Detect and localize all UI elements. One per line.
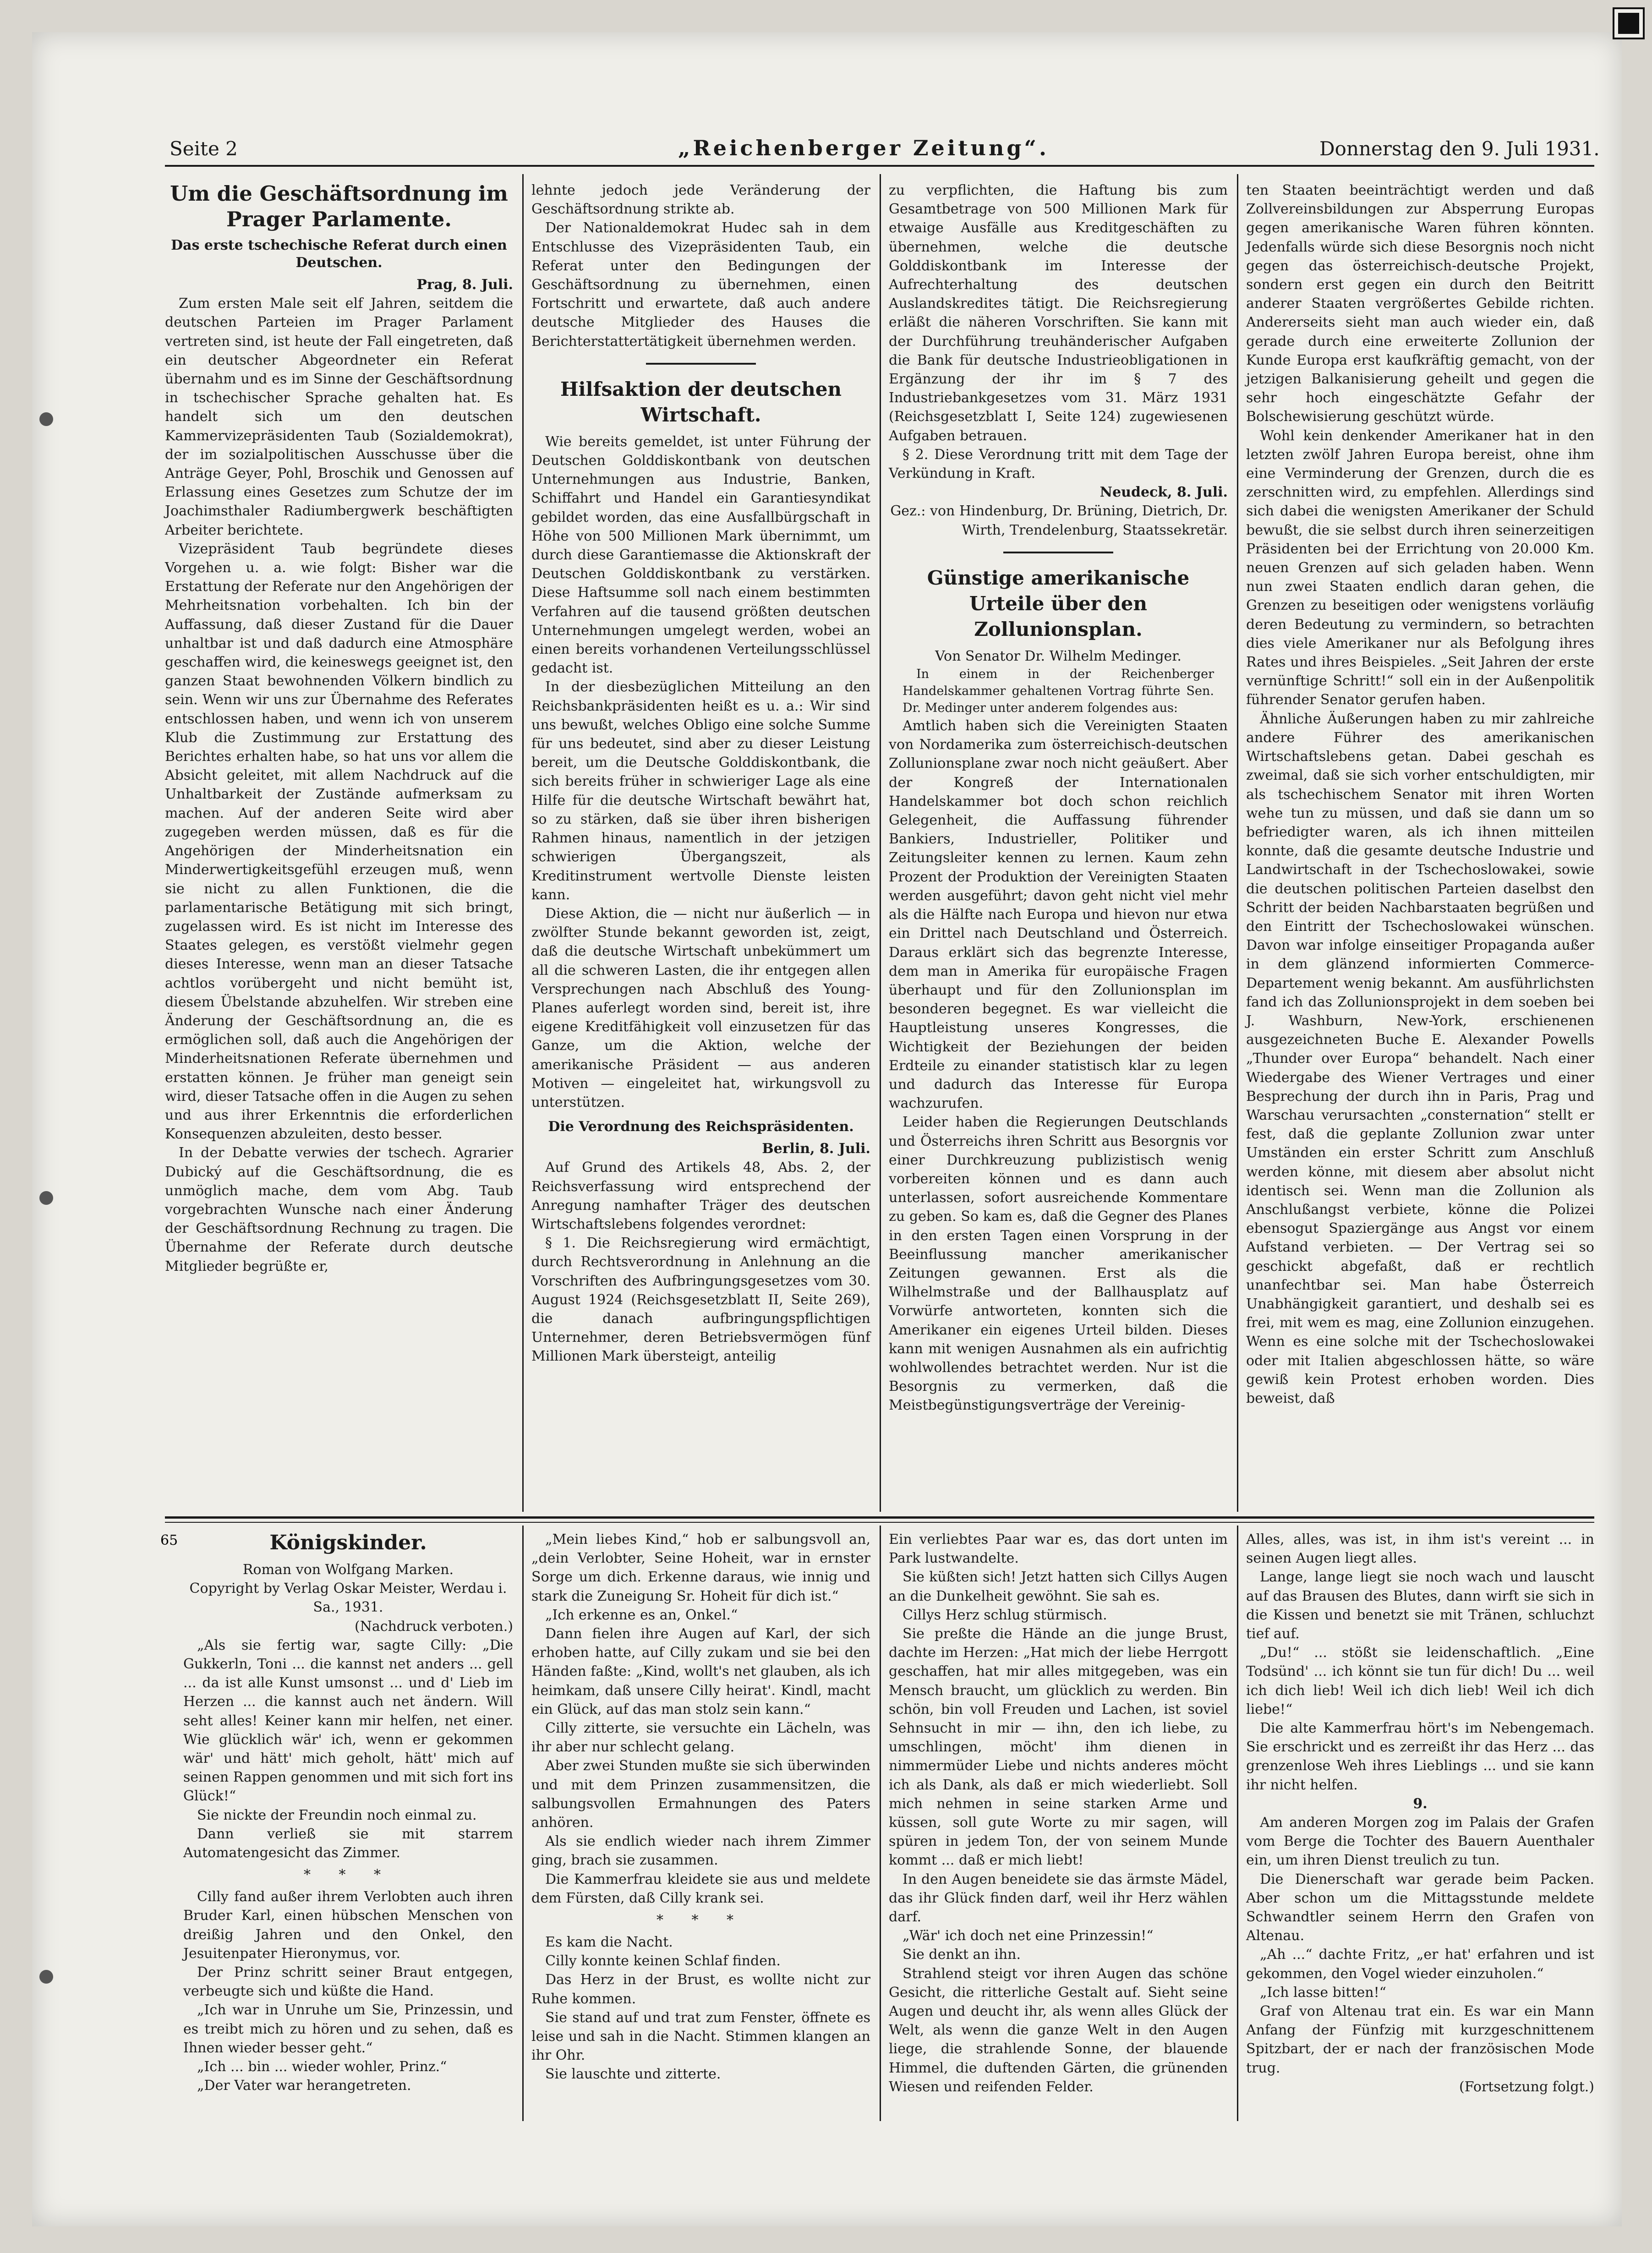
serial-paragraph: Die Kammerfrau kleidete sie aus und meldete dem Fürsten, daß Cilly krank sei. [531,1871,870,1906]
serial-paragraph: Aber zwei Stunden mußte sie sich überwinden und mit dem Prinzen zusammensitzen, die salbungsvollen Ermahnungen des Paters anhören. [531,1758,870,1831]
serial-paragraph: Dann fielen ihre Augen auf Karl, der sich erhoben hatte, auf Cilly zukam und sie bei den Händen faßte: „Kind, wollt's net glauben, als ich heimkam, daß unsere Cilly heirat'. Kindl, macht ein Glück, auf das man stolz sein kann.“ [531,1626,870,1717]
serial-paragraph: „Wär' ich doch net eine Prinzessin!“ [903,1928,1154,1944]
serial-paragraph: Sie lauschte und zitterte. [545,2066,721,2083]
serial-paragraph: Der Prinz schritt seiner Braut entgegen, verbeugte sich und küßte die Hand. [183,1964,513,2000]
serial-paragraph: Sie denkt an ihn. [903,1947,1021,1963]
serial-paragraph: Cillys Herz schlug stürmisch. [903,1607,1107,1623]
column-rule [880,174,881,1512]
serial-paragraph: „Mein liebes Kind,“ hob er salbungsvoll an, „dein Verlobter, Seine Hoheit, war in ernster Sorge um dich. Erkenne daraus, wie innig und stark die Zuneigung Sr. Hoheit für dich ist.“ [531,1531,870,1604]
article-divider [1003,552,1113,553]
binding-hole [39,412,53,426]
serial-paragraph: Graf von Altenau trat ein. Es war ein Mann Anfang der Fünfzig mit kurzgeschnittenem Spitzbart, der er nach der französischen Mode trug. [1246,2003,1594,2076]
scan-corner-marker [1614,9,1643,38]
paragraph: Wohl kein denkender Amerikaner hat in den letzten zwölf Jahren Europa bereist, ohne ihm eine Verminderung der Grenzen, durch die es zerschnitten wird, zu empfehlen. Allerdings sind sich dabei die wenigsten Amerikaner der Schuld bewußt, die sie selbst durch ihren seinerzeitigen Präsidenten bei der Errichtung von 20.000 Km. neuen Grenzen auf sich geladen haben. Wenn nun zwei Staaten endlich daran gehen, die Grenzen zu beseitigen oder wenigstens vorläufig deren Bedeutung zu vermindern, so betrachten dies viele Amerikaner nur als Befolgung ihres Rates und ihres Beispieles. „Seit Jahren der erste vernünftige Schritt!“ soll ein in der Außenpolitik führender Senator gerufen haben. [1246,427,1594,708]
paragraph: Leider haben die Regierungen Deutschlands und Österreichs ihren Schritt aus Besorgnis vor einer Durchkreuzung publizistisch wenig vorbereiten können und es dann auch unterlassen, sofort ausreichende Kommentare zu geben. So kam es, daß die Gegner des Planes in den ersten Tagen einen Vorsprung in der Beeinflussung mancher amerikanischer Zeitungen gewannen. Erst als die Wilhelmstraße und der Ballhausplatz auf Vorwürfe antworteten, konnten sich die Amerikaner ein eigenes Urteil bilden. Dieses kann mit wenigen Ausnahmen als ein aufrichtig wohlwollendes betrachtet werden. Nur ist die Besorgnis zu vermerken, daß die Meistbegünstigungsverträge der Vereinig- [889,1114,1228,1414]
paragraph: § 2. Diese Verordnung tritt mit dem Tage der Verkündung in Kraft. [889,446,1228,482]
serial-paragraph: „Ich war in Unruhe um Sie, Prinzessin, und es treibt mich zu hören und zu sehen, daß es Ihnen wieder besser geht.“ [183,2002,513,2056]
serial-paragraph: Ein verliebtes Paar war es, das dort unten im Park lustwandelte. [889,1531,1228,1567]
paragraph: lehnte jedoch jede Veränderung der Geschäftsordnung strikte ab. [531,182,870,218]
paragraph: Vizepräsident Taub begründete dieses Vorgehen u. a. wie folgt: Bisher war die Erstattung der Referate nur den Angehörigen der Mehrheitsnation vorbehalten. Ich bin der Auffassung, daß dieser Zustand für die Dauer unhaltbar ist und daß dadurch eine Atmosphäre geschaffen wird, die keineswegs geeignet ist, den ganzen Staat bewohnenden Völkern bindlich zu sein. Wenn wir uns zur Übernahme des Referates entschlossen haben, und wenn ich von unserem Klub die Zustimmung zur Erstattung des Berichtes erhalten habe, so hat uns vor allem die Absicht geleitet, mit allem Nachdruck auf die Unhaltbarkeit der Zustände aufmerksam zu machen. Auf der anderen Seite wird aber zugegeben werden müssen, daß es für die Angehörigen der Minderheitsnation ein Minderwertigkeitsgefühl erzeugen muß, wenn sie nicht zu allen Funktionen, die die parlamentarische Betätigung mit sich bringt, zugelassen wird. Es ist nicht im Interesse des Staates gelegen, es verstößt vielmehr gegen dieses Interesse, wenn man an dieser Tatsache achtlos vorübergeht und nicht bemüht ist, diesem Übelstande abzuhelfen. Wir streben eine Änderung der Geschäftsordnung an, die es ermöglichen soll, daß auch die Angehörigen der Minderheitsnationen Referate übernehmen und erstatten können. Je früher man geneigt sein wird, dieser Tatsache offen in die Augen zu sehen und aus ihrer Erkenntnis die erforderlichen Konsequenzen abzuleiten, desto besser. [165,541,513,1143]
chapter-number: 9. [1413,1795,1428,1812]
intro: In einem in der Reichenberger Handelskammer gehaltenen Vortrag führte Sen. Dr. Medinger unter anderem folgendes aus: [903,667,1214,716]
paragraph: Auf Grund des Artikels 48, Abs. 2, der Reichsverfassung wird entsprechend der Anregung namhafter Träger des deutschen Wirtschaftslebens folgendes verordnet: [531,1159,870,1232]
serial-paragraph: Als sie endlich wieder nach ihrem Zimmer ging, brach sie zusammen. [531,1833,870,1869]
serial-paragraph: Lange, lange liegt sie noch wach und lauscht auf das Brausen des Blutes, dann wirft sie sich in die Kissen und benetzt sie mit Tränen, schluchzt tief auf. [1246,1569,1594,1642]
serial-paragraph: Die alte Kammerfrau hört's im Nebengemach. Sie erschrickt und es zerreißt ihr das Herz ... das grenzenlose Weh ihres Lieblings ... und sie kann ihr nicht helfen. [1246,1720,1594,1793]
page-number: Seite 2 [170,137,238,160]
binding-hole [39,1970,53,1984]
serial-paragraph: Cilly konnte keinen Schlaf finden. [545,1953,781,1969]
serial-paragraph: Strahlend steigt vor ihren Augen das schöne Gesicht, die ritterliche Gestalt auf. Sieht seine Augen und deucht ihr, als wenn alles Glück der Welt, als wenn die ganze Welt in den Augen liege, die strahlende Sonne, der blauende Himmel, die duftenden Gärten, die grünenden Wiesen und reifenden Felder. [889,1965,1228,2095]
column-rule [880,1526,881,2121]
serial-paragraph: Am anderen Morgen zog im Palais der Grafen vom Berge die Tochter des Bauern Auenthaler ein, um ihren Dienst treulich zu tun. [1246,1815,1594,1869]
subheadline: Die Verordnung des Reichspräsidenten. [548,1119,854,1135]
paragraph: Zum ersten Male seit elf Jahren, seitdem die deutschen Parteien im Prager Parlament vertreten sind, ist heute der Fall eingetreten, daß ein deutscher Abgeordneter ein Referat übernahm und es im Sinne der Geschäftsordnung in tschechischer Sprache gehalten hat. Es handelt sich um den deutschen Kammervizepräsidenten Taub (Sozialdemokrat), der im sozialpolitischen Ausschusse über die Anträge Geyer, Pohl, Broschik und Genossen auf Erlassung eines Gesetzes zum Schutze der im Joachimsthaler Radiumbergwerk beschäftigten Arbeiter berichtete. [165,295,513,538]
column-rule [1237,1526,1238,2121]
serial-paragraph: „Ich ... bin ... wieder wohler, Prinz.“ [197,2059,447,2075]
serial-paragraph: „Der Vater war herangetreten. [197,2078,411,2094]
paragraph: In der diesbezüglichen Mitteilung an den Reichsbankpräsidenten heißt es u. a.: Wir sind uns bewußt, welches Obligo eine solche Summe für uns bedeutet, sind aber zu dieser Leistung bereit, um die Deutsche Golddiskontbank, die sich bereits früher in schwieriger Lage als eine Hilfe für die deutsche Wirtschaft bewährt hat, so zu stärken, daß sie über ihren bisherigen Rahmen hinaus, namentlich in der jetzigen schwierigen Übergangszeit, als Kreditinstrument wertvolle Dienste leisten kann. [531,679,870,903]
serial-copyright: Copyright by Verlag Oskar Meister, Werdau i. Sa., 1931. [189,1580,507,1616]
paragraph: ten Staaten beeinträchtigt werden und daß Zollvereinsbildungen zur Absperrung Europas gegen amerikanische Waren führen könnten. Jedenfalls würde sich diese Besorgnis noch nicht gegen das österreichisch-deutsche Projekt, sondern erst gegen ein durch den Beitritt anderer Staaten vergrößertes Gebilde richten. Andererseits sieht man auch wieder ein, daß gerade durch eine erweiterte Zollunion der Kunde Europa erst kaufkräftig gemacht, von der jetzigen Balkanisierung geheilt und gegen die sehr hoch eingeschätzte Gefahr der Bolschewisierung geschützt würde. [1246,182,1594,425]
subheadline: Das erste tschechische Referat durch einen Deutschen. [171,237,507,271]
headline: Um die Geschäftsordnung im Prager Parlamente. [170,181,508,231]
paragraph: Ähnliche Äußerungen haben zu mir zahlreiche andere Führer des amerikanischen Wirtschaftslebens getan. Dabei geschah es zweimal, daß sie sich vorher entschuldigten, mir als tschechischem Senator mit ihren Worten wehe tun zu müssen, und daß sie dann um so befriedigter waren, als ich ihnen mitteilen konnte, daß die gesamte deutsche Industrie und Landwirtschaft in der Tschechoslowakei, sowie die deutschen politischen Parteien daselbst den Schritt der beiden Nachbarstaaten begrüßen und den Eintritt der Tschechoslowakei wünschen. Davon war infolge einseitiger Propaganda außer in dem glänzend informierten Commerce-Departement wenig bekannt. Am ausführlichsten fand ich das Zollunionsprojekt in dem soeben bei J. Washburn, New-York, erschienenen ausgezeichneten Buche E. Alexander Powells „Thunder over Europa“ behandelt. Nach einer Wiedergabe des Wiener Vertrages und einer Besprechung der durch ihn in Paris, Prag und Warschau verursachten „consternation“ stellt er fest, daß die geplante Zollunion zwar unter Umständen ein erster Schritt zum Anschluß werden könne, mit diesem aber absolut nicht identisch sei. Wenn man die Zollunion als Anschlußangst verbiete, könne die Polizei ebensogut Spaziergänge aus Angst vor einem Aufstand verbieten. — Der Vertrag sei so geschickt abgefaßt, daß er rechtlich unanfechtbar sei. Man habe Österreich Unabhängigkeit garantiert, und deshalb sei es frei, mit wem es mag, eine Zollunion einzugehen. Wenn es eine solche mit der Tschechoslowakei oder mit Italien abgeschlossen hätte, so wäre gewiß kein Protest erhoben worden. Dies beweist, daß [1246,711,1594,1406]
binding-hole [39,1191,53,1205]
header-rule [165,165,1594,167]
feuilleton-col-3 [889,1530,1228,2096]
serial-reprint-note: (Nachdruck verboten.) [354,1618,513,1635]
serial-paragraph: In den Augen beneidete sie das ärmste Mädel, das ihr Glück finden darf, weil ihr Herz wählen darf. [889,1871,1228,1925]
dateline: Prag, 8. Juli. [416,277,513,293]
serial-paragraph: Sie stand auf und trat zum Fenster, öffnete es leise und sah in die Nacht. Stimmen klangen an ihr Ohr. [531,2009,870,2064]
paragraph: Amtlich haben sich die Vereinigten Staaten von Nordamerika zum österreichisch-deutschen Zollunionsplane zwar noch nicht geäußert. Aber der Kongreß der Internationalen Handelskammer bot doch schon reichlich Gelegenheit, die Auffassung führender Bankiers, Industrieller, Politiker und Zeitungsleiter kennen zu lernen. Kaum zehn Prozent der Produktion der Vereinigten Staaten werden ausgeführt; davon geht nicht viel mehr als die Hälfte nach Europa und hievon nur etwa ein Drittel nach Deutschland und Österreich. Daraus erklärt sich das begrenzte Interesse, dem man in Amerika für europäische Fragen überhaupt und für den Zollunionsplan im besonderen begegnet. Es war vielleicht die Hauptleistung unseres Kongresses, die Wichtigkeit der Beziehungen der beiden Erdteile zu einander statistisch klar zu legen und dadurch das Interesse für Europa wachzurufen. [889,718,1228,1112]
serial-paragraph: „Ich erkenne es an, Onkel.“ [545,1607,738,1623]
article-geschaeftsordnung [165,181,513,1276]
paragraph: Wie bereits gemeldet, ist unter Führung der Deutschen Golddiskontbank von deutschen Unternehmungen aus Industrie, Banken, Schiffahrt und Handel ein Garantiesyndikat gebildet worden, das eine Ausfallbürgschaft in Höhe von 500 Millionen Mark übernimmt, um durch diese Garantiemasse die Aktionskraft der Deutschen Golddiskontbank zu verstärken. Diese Haftsumme soll nach einem bestimmten Verfahren auf die tausend größten deutschen Unternehmungen umgelegt werden, wobei an einen bereits vorhandenen Verteilungsschlüssel gedacht ist. [531,433,870,677]
serial-number: 65 [160,1532,178,1548]
dateline: Neudeck, 8. Juli. [1100,484,1228,501]
serial-paragraph: Dann verließ sie mit starrem Automatengesicht das Zimmer. [183,1826,513,1861]
feuilleton-col-4 [1246,1530,1594,2096]
newspaper-title: „Reichenberger Zeitung“. [678,136,1050,160]
article-zollunion-continued [1246,181,1594,1408]
continuation-note: (Fortsetzung folgt.) [1459,2078,1594,2095]
serial-title: Königskinder. [269,1531,427,1554]
serial-paragraph: Die Dienerschaft war gerade beim Packen. Aber schon um die Mittagsstunde meldete Schwandtler seinem Herrn den Grafen von Altenau. [1246,1871,1594,1944]
serial-paragraph: Sie preßte die Hände an die junge Brust, dachte im Herzen: „Hat mich der liebe Herrgott geschaffen, hat mir alles mitgegeben, was ein Mensch braucht, um glücklich zu werden. Bin schön, bin voll Freuden und Lachen, ist soviel Sehnsucht in mir — ihn, den ich liebe, zu umschlingen, möcht' ihm dienen in nimmermüder Liebe und nichts anderes möcht ich als Dank, als daß er mich wiederliebt. Soll mich nehmen in seine starken Arme und küssen, soll gute Worte zu mir sagen, will spüren in jedem Ton, der von seinem Munde kommt ... daß er mich liebt! [889,1626,1228,1869]
serial-paragraph: Cilly zitterte, sie versuchte ein Lächeln, was ihr aber nur schlecht gelang. [531,1720,870,1755]
byline: Von Senator Dr. Wilhelm Medinger. [935,648,1182,664]
serial-paragraph: Cilly fand außer ihrem Verlobten auch ihren Bruder Karl, einen hübschen Menschen von dreißig Jahren und den Onkel, den Jesuitenpater Hieronymus, vor. [183,1889,513,1962]
paragraph: Diese Aktion, die — nicht nur äußerlich — in zwölfter Stunde bekannt geworden ist, zeigt, daß die deutsche Wirtschaft unbekümmert um all die schweren Lasten, die ihr entgegen allen Versprechungen nach Abschluß des Young-Planes auferlegt worden sind, bereit ist, ihre eigene Kreditfähigkeit voll einzusetzen für das Ganze, um die Aktion, welche der amerikanische Präsident — aus anderen Motiven — eingeleitet hat, wirkungsvoll zu unterstützen. [531,905,870,1110]
serial-paragraph: Alles, alles, was ist, in ihm ist's vereint ... in seinen Augen liegt alles. [1246,1531,1594,1567]
serial-paragraph: Das Herz in der Brust, es wollte nicht zur Ruhe kommen. [531,1972,870,2007]
feuilleton-separator [165,1516,1594,1519]
signature: Gez.: von Hindenburg, Dr. Brüning, Dietrich, Dr. Wirth, Trendelenburg, Staatssekretär. [890,503,1228,538]
headline: Hilfsaktion der deutschen Wirtschaft. [560,377,842,426]
article-hilfsaktion [531,181,870,1366]
column-rule [522,174,524,1512]
paragraph: § 1. Die Reichsregierung wird ermächtigt, durch Rechtsverordnung in Anlehnung an die Vorschriften des Aufbringungsgesetzes vom 30. August 1924 (Reichsgesetzblatt II, Seite 269), die danach aufbringungspflichtigen Unternehmer, deren Betriebsvermögen fünf Millionen Mark übersteigt, anteilig [531,1235,870,1365]
serial-paragraph: „Ich lasse bitten!“ [1260,1984,1386,2001]
paragraph: Der Nationaldemokrat Hudec sah in dem Entschlusse des Vizepräsidenten Taub, ein Referat unter den Bedingungen der Geschäftsordnung zu übernehmen, einen Fortschritt und erwartete, daß auch andere deutsche Mitglieder des Hauses die Berichterstattertätigkeit übernehmen werden. [531,220,870,350]
feuilleton-separator [165,1522,1594,1523]
serial-author: Roman von Wolfgang Marken. [242,1562,454,1578]
paragraph: zu verpflichten, die Haftung bis zum Gesamtbetrage von 500 Millionen Mark für etwaige Ausfälle aus Kreditgeschäften zu übernehmen, welche die deutsche Golddiskontbank im Interesse der Aufrechterhaltung des deutschen Auslandskredites tätigt. Die Reichsregierung erläßt die näheren Vorschriften. Sie kann mit der Durchführung treuhänderischer Aufgaben die Bank für deutsche Industrieobligationen in Ergänzung der ihr im § 7 des Industriebankgesetzes vom 31. März 1931 (Reichsgesetzblatt I, Seite 124) zugewiesenen Aufgaben betrauen. [889,182,1228,444]
article-zollunion [889,181,1228,1415]
column-rule [1237,174,1238,1512]
headline: Günstige amerikanische Urteile über den Zollunionsplan. [927,566,1190,640]
issue-date: Donnerstag den 9. Juli 1931. [1319,137,1600,160]
feuilleton-col-1 [183,1530,513,2095]
serial-paragraph: Sie nickte der Freundin noch einmal zu. [197,1807,477,1823]
dateline: Berlin, 8. Juli. [762,1141,870,1157]
serial-paragraph: „Ah ...“ dachte Fritz, „er hat' erfahren und ist gekommen, den Vogel wieder einzuholen.“ [1246,1947,1594,1982]
article-divider [646,363,756,365]
serial-paragraph: Es kam die Nacht. [545,1934,673,1951]
section-stars: * * * [303,1867,393,1883]
serial-paragraph: Sie küßten sich! Jetzt hatten sich Cillys Augen an die Dunkelheit gewöhnt. Sie sah es. [889,1569,1228,1604]
section-stars: * * * [656,1912,746,1929]
paragraph: In der Debatte verwies der tschech. Agrarier Dubický auf die Geschäftsordnung, die es unmöglich mache, dem vom Abg. Taub vorgebrachten Wunsche nach einer Änderung der Geschäftsordnung Rechnung zu tragen. Die Übernahme der Referate durch deutsche Mitglieder begrüßte er, [165,1145,513,1274]
serial-paragraph: „Als sie fertig war, sagte Cilly: „Die Gukkerln, Toni ... die kannst net anders ... gell ... da ist alle Kunst umsonst ... und d' Lieb im Herzen ... die kannst auch net ändern. Will seht alles! Keiner kann mir helfen, net einer. Wie glücklich wär' ich, wenn er gekommen wär' und hätt' mich geholt, hätt' mich auf seinen Rappen genommen und mit sich fort ins Glück!“ [183,1637,513,1805]
feuilleton-col-2 [531,1530,870,2084]
column-rule [522,1526,524,2121]
serial-paragraph: „Du!“ ... stößt sie leidenschaftlich. „Eine Todsünd' ... ich könnt sie tun für dich! Du ... weil ich dich lieb! Weil ich dich lieb! Weil ich dich liebe!“ [1246,1645,1594,1717]
